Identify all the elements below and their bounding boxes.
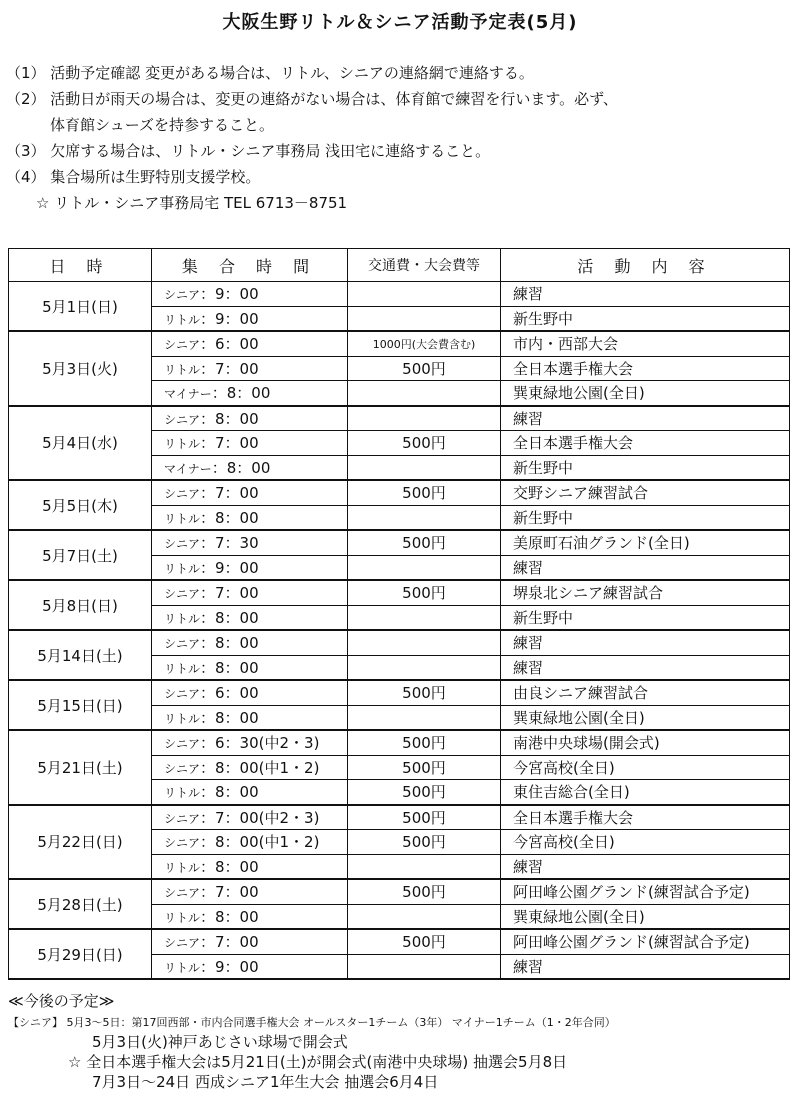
team-label: マイナー bbox=[164, 461, 212, 476]
activity-cell: 市内・西部大会 bbox=[501, 331, 790, 356]
cost-cell: 1000円(大会費含む) bbox=[348, 331, 501, 356]
time-cell bbox=[152, 505, 348, 530]
table-row bbox=[9, 680, 790, 705]
team-label: リトル bbox=[164, 786, 201, 801]
activity-cell: 練習 bbox=[501, 630, 790, 655]
time-cell bbox=[152, 705, 348, 730]
time-cell bbox=[152, 805, 348, 830]
team-label: リトル bbox=[164, 511, 201, 526]
activity-cell: 新生野中 bbox=[501, 505, 790, 530]
team-label: シニア bbox=[164, 587, 201, 602]
meeting-time: ：7：00 bbox=[200, 434, 259, 453]
meeting-time: ：9：00 bbox=[200, 957, 259, 976]
note-2-continued: 体育館シューズを持参すること。 bbox=[50, 116, 274, 134]
meeting-time: ：8：00 bbox=[200, 857, 259, 876]
cost-cell bbox=[348, 282, 501, 307]
time-cell bbox=[152, 480, 348, 505]
team-label: リトル bbox=[164, 910, 201, 925]
date-cell: 5月21日(土) bbox=[9, 730, 152, 805]
activity-cell: 阿田峰公園グランド(練習試合予定) bbox=[501, 929, 790, 954]
meeting-time: ：8：00 bbox=[200, 634, 259, 653]
time-cell bbox=[152, 680, 348, 705]
table-row bbox=[9, 805, 790, 830]
activity-cell: 交野シニア練習試合 bbox=[501, 480, 790, 505]
team-label: リトル bbox=[164, 711, 201, 726]
cost-cell: 500円 bbox=[348, 730, 501, 755]
time-cell bbox=[152, 282, 348, 307]
meeting-time: ：7：00 bbox=[200, 933, 259, 952]
table-row bbox=[9, 580, 790, 605]
activity-cell: 巽東緑地公園(全日) bbox=[501, 381, 790, 406]
team-label: リトル bbox=[164, 437, 201, 452]
activity-cell: 新生野中 bbox=[501, 605, 790, 630]
team-label: シニア bbox=[164, 537, 201, 552]
date-cell: 5月3日(火) bbox=[9, 331, 152, 406]
team-label: シニア bbox=[164, 288, 201, 303]
team-label: マイナー bbox=[164, 387, 212, 402]
activity-cell: 全日本選手権大会 bbox=[501, 356, 790, 381]
activity-cell: 全日本選手権大会 bbox=[501, 431, 790, 456]
meeting-time: ：8：00 bbox=[211, 384, 271, 403]
activity-cell: 練習 bbox=[501, 655, 790, 680]
activity-cell: 美原町石油グランド(全日) bbox=[501, 530, 790, 555]
table-row bbox=[9, 730, 790, 755]
table-row bbox=[9, 530, 790, 555]
team-label: リトル bbox=[164, 561, 201, 576]
meeting-time: ：8：00 bbox=[200, 508, 259, 527]
header-meeting-time: 集 合 時 間 bbox=[152, 249, 348, 282]
meeting-time: ：8：00 bbox=[200, 708, 259, 727]
activity-cell: 巽東緑地公園(全日) bbox=[501, 705, 790, 730]
activity-cell: 南港中央球場(開会式) bbox=[501, 730, 790, 755]
cost-cell bbox=[348, 655, 501, 680]
activity-cell: 阿田峰公園グランド(練習試合予定) bbox=[501, 879, 790, 904]
future-line-1: 【シニア】 5月3～5日：第17回西部・市内合同選手権大会 オールスター1チーム（3年） マイナー1チーム（1・2年合同） bbox=[8, 1016, 616, 1029]
table-row bbox=[9, 480, 790, 505]
activity-cell: 練習 bbox=[501, 282, 790, 307]
table-row bbox=[9, 331, 790, 356]
activity-cell: 練習 bbox=[501, 954, 790, 979]
team-label: リトル bbox=[164, 860, 201, 875]
team-label: シニア bbox=[164, 687, 201, 702]
time-cell bbox=[152, 306, 348, 331]
date-cell: 5月5日(木) bbox=[9, 480, 152, 530]
meeting-time: ：8：00 bbox=[200, 907, 259, 926]
team-label: シニア bbox=[164, 811, 201, 826]
meeting-time: ：9：00 bbox=[200, 558, 259, 577]
future-heading: ≪今後の予定≫ bbox=[8, 992, 115, 1010]
date-cell: 5月15日(日) bbox=[9, 680, 152, 730]
cost-cell: 500円 bbox=[348, 356, 501, 381]
meeting-time: ：8：00(中1・2) bbox=[200, 833, 320, 852]
cost-cell: 500円 bbox=[348, 780, 501, 805]
time-cell bbox=[152, 331, 348, 356]
header-cost: 交通費・大会費等 bbox=[348, 249, 501, 282]
activity-cell: 新生野中 bbox=[501, 306, 790, 331]
cost-cell: 500円 bbox=[348, 530, 501, 555]
table-row bbox=[9, 630, 790, 655]
date-cell: 5月1日(日) bbox=[9, 282, 152, 332]
cost-cell: 500円 bbox=[348, 805, 501, 830]
cost-cell: 500円 bbox=[348, 929, 501, 954]
cost-cell: 500円 bbox=[348, 431, 501, 456]
table-row bbox=[9, 879, 790, 904]
future-line-3: ☆ 全日本選手権大会は5月21日(土)が開会式(南港中央球場) 抽選会5月8日 bbox=[68, 1053, 568, 1071]
office-telephone: ☆ リトル・シニア事務局宅 TEL 6713－8751 bbox=[36, 194, 348, 212]
time-cell bbox=[152, 431, 348, 456]
team-label: シニア bbox=[164, 761, 201, 776]
time-cell bbox=[152, 580, 348, 605]
activity-cell: 練習 bbox=[501, 854, 790, 879]
cost-cell bbox=[348, 455, 501, 480]
activity-cell: 堺泉北シニア練習試合 bbox=[501, 580, 790, 605]
meeting-time: ：7：00 bbox=[200, 359, 259, 378]
team-label: シニア bbox=[164, 737, 201, 752]
cost-cell bbox=[348, 854, 501, 879]
team-label: シニア bbox=[164, 412, 201, 427]
meeting-time: ：9：00 bbox=[200, 285, 259, 304]
cost-cell: 500円 bbox=[348, 680, 501, 705]
date-cell: 5月8日(日) bbox=[9, 580, 152, 630]
time-cell bbox=[152, 356, 348, 381]
time-cell bbox=[152, 780, 348, 805]
table-row bbox=[9, 929, 790, 954]
activity-cell: 全日本選手権大会 bbox=[501, 805, 790, 830]
time-cell bbox=[152, 904, 348, 929]
time-cell bbox=[152, 406, 348, 431]
future-line-2: 5月3日(火)神戸あじさい球場で開会式 bbox=[92, 1033, 348, 1051]
meeting-time: ：7：00 bbox=[200, 883, 259, 902]
meeting-time: ：6：00 bbox=[200, 335, 259, 354]
cost-cell bbox=[348, 705, 501, 730]
team-label: リトル bbox=[164, 362, 201, 377]
table-row bbox=[9, 406, 790, 431]
cost-cell: 500円 bbox=[348, 480, 501, 505]
cost-cell: 500円 bbox=[348, 830, 501, 855]
team-label: リトル bbox=[164, 611, 201, 626]
time-cell bbox=[152, 655, 348, 680]
table-header-row bbox=[9, 249, 790, 282]
cost-cell bbox=[348, 381, 501, 406]
future-schedule bbox=[8, 990, 798, 1092]
date-cell: 5月22日(日) bbox=[9, 805, 152, 880]
header-activity: 活 動 内 容 bbox=[501, 249, 790, 282]
activity-cell: 巽東緑地公園(全日) bbox=[501, 904, 790, 929]
team-label: シニア bbox=[164, 836, 201, 851]
cost-cell bbox=[348, 555, 501, 580]
meeting-time: ：7：00 bbox=[200, 484, 259, 503]
meeting-time: ：7：00 bbox=[200, 584, 259, 603]
activity-cell: 東住吉総合(全日) bbox=[501, 780, 790, 805]
cost-cell: 500円 bbox=[348, 580, 501, 605]
time-cell bbox=[152, 954, 348, 979]
meeting-time: ：8：00 bbox=[200, 783, 259, 802]
date-cell: 5月28日(土) bbox=[9, 879, 152, 929]
date-cell: 5月29日(日) bbox=[9, 929, 152, 979]
note-2: （2） 活動日が雨天の場合は、変更の連絡がない場合は、体育館で練習を行います。必ず、 bbox=[6, 90, 618, 108]
note-4: （4） 集合場所は生野特別支援学校。 bbox=[6, 168, 261, 186]
team-label: リトル bbox=[164, 661, 201, 676]
meeting-time: ：8：00 bbox=[211, 458, 271, 477]
schedule-table bbox=[8, 248, 790, 980]
team-label: シニア bbox=[164, 637, 201, 652]
cost-cell bbox=[348, 505, 501, 530]
date-cell: 5月4日(水) bbox=[9, 406, 152, 481]
time-cell bbox=[152, 830, 348, 855]
meeting-time: ：6：30(中2・3) bbox=[200, 734, 320, 753]
time-cell bbox=[152, 730, 348, 755]
meeting-time: ：8：00 bbox=[200, 658, 259, 677]
cost-cell bbox=[348, 306, 501, 331]
team-label: シニア bbox=[164, 338, 201, 353]
cost-cell bbox=[348, 630, 501, 655]
cost-cell bbox=[348, 406, 501, 431]
meeting-time: ：9：00 bbox=[200, 309, 259, 328]
page-title: 大阪生野リトル＆シニア活動予定表(5月) bbox=[222, 12, 578, 33]
team-label: シニア bbox=[164, 886, 201, 901]
activity-cell: 由良シニア練習試合 bbox=[501, 680, 790, 705]
meeting-time: ：8：00 bbox=[200, 608, 259, 627]
time-cell bbox=[152, 455, 348, 480]
time-cell bbox=[152, 381, 348, 406]
table-row bbox=[9, 282, 790, 307]
note-1: （1） 活動予定確認 変更がある場合は、リトル、シニアの連絡網で連絡する。 bbox=[6, 64, 534, 82]
cost-cell bbox=[348, 904, 501, 929]
meeting-time: ：8：00(中1・2) bbox=[200, 758, 320, 777]
team-label: シニア bbox=[164, 487, 201, 502]
meeting-time: ：7：00(中2・3) bbox=[200, 808, 320, 827]
schedule-body bbox=[9, 282, 790, 980]
notes-section bbox=[6, 60, 796, 216]
time-cell bbox=[152, 605, 348, 630]
time-cell bbox=[152, 555, 348, 580]
activity-cell: 練習 bbox=[501, 555, 790, 580]
time-cell bbox=[152, 530, 348, 555]
time-cell bbox=[152, 879, 348, 904]
time-cell bbox=[152, 755, 348, 780]
date-cell: 5月7日(土) bbox=[9, 530, 152, 580]
meeting-time: ：8：00 bbox=[200, 409, 259, 428]
time-cell bbox=[152, 854, 348, 879]
note-3: （3） 欠席する場合は、リトル・シニア事務局 浅田宅に連絡すること。 bbox=[6, 142, 491, 160]
meeting-time: ：6：00 bbox=[200, 684, 259, 703]
meeting-time: ：7：30 bbox=[200, 534, 259, 553]
header-date: 日 時 bbox=[9, 249, 152, 282]
date-cell: 5月14日(土) bbox=[9, 630, 152, 680]
future-line-4: 7月3日～24日 西成シニア1年生大会 抽選会6月4日 bbox=[92, 1073, 439, 1091]
team-label: リトル bbox=[164, 960, 201, 975]
time-cell bbox=[152, 929, 348, 954]
activity-cell: 練習 bbox=[501, 406, 790, 431]
cost-cell: 500円 bbox=[348, 879, 501, 904]
team-label: リトル bbox=[164, 312, 201, 327]
team-label: シニア bbox=[164, 936, 201, 951]
activity-cell: 今宮高校(全日) bbox=[501, 830, 790, 855]
activity-cell: 新生野中 bbox=[501, 455, 790, 480]
activity-cell: 今宮高校(全日) bbox=[501, 755, 790, 780]
cost-cell bbox=[348, 954, 501, 979]
cost-cell bbox=[348, 605, 501, 630]
time-cell bbox=[152, 630, 348, 655]
cost-cell: 500円 bbox=[348, 755, 501, 780]
